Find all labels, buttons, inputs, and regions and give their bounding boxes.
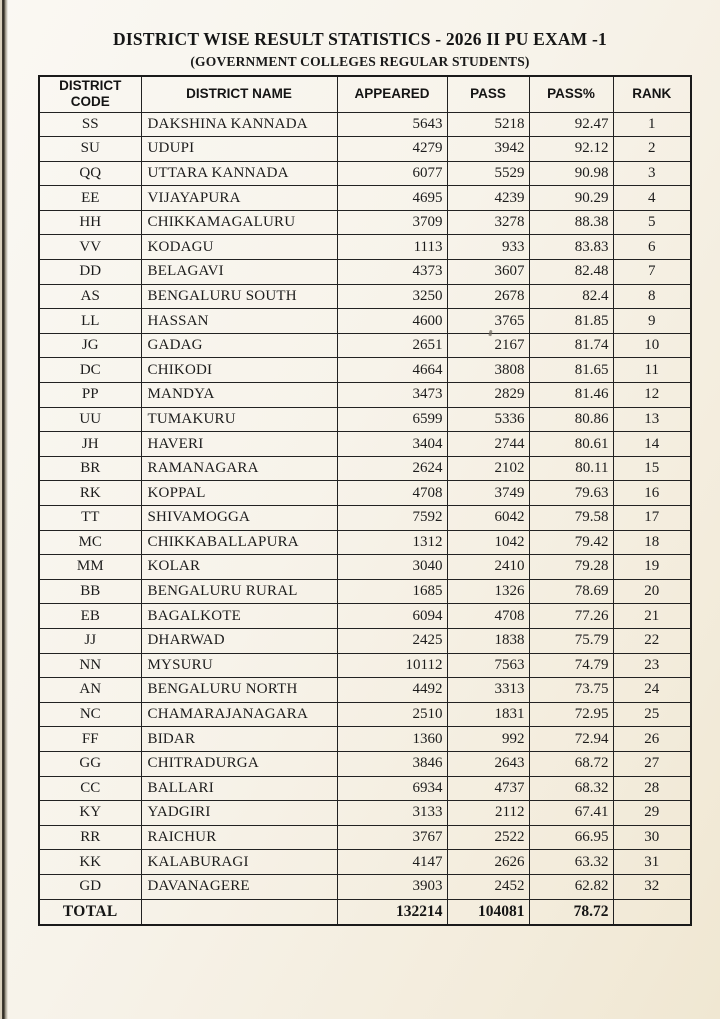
pass-cell: 1042 xyxy=(447,530,529,555)
total-rank-cell xyxy=(613,899,691,925)
district-name-cell: DAKSHINA KANNADA xyxy=(141,112,337,137)
appeared-cell: 6094 xyxy=(337,604,447,629)
pass-pct-cell: 75.79 xyxy=(529,628,613,653)
rank-cell: 7 xyxy=(613,260,691,285)
table-row xyxy=(39,333,691,358)
appeared-cell: 6077 xyxy=(337,161,447,186)
rank-cell: 13 xyxy=(613,407,691,432)
table-header xyxy=(39,76,691,112)
district-name-cell: CHIKKAMAGALURU xyxy=(141,210,337,235)
pass-pct-cell: 67.41 xyxy=(529,801,613,826)
rank-cell: 2 xyxy=(613,137,691,162)
pass-cell: 4708 xyxy=(447,604,529,629)
total-row xyxy=(39,899,691,925)
pass-pct-cell: 63.32 xyxy=(529,850,613,875)
pass-pct-cell: 90.29 xyxy=(529,186,613,211)
district-name-cell: KALABURAGI xyxy=(141,850,337,875)
appeared-cell: 3404 xyxy=(337,432,447,457)
district-code-cell: DD xyxy=(39,260,141,285)
rank-cell: 6 xyxy=(613,235,691,260)
table-row xyxy=(39,874,691,899)
table-row xyxy=(39,604,691,629)
district-name-cell: BALLARI xyxy=(141,776,337,801)
pass-cell: 2452 xyxy=(447,874,529,899)
total-appeared-cell: 132214 xyxy=(337,899,447,925)
appeared-cell: 1312 xyxy=(337,530,447,555)
table-row xyxy=(39,850,691,875)
district-name-cell: CHITRADURGA xyxy=(141,751,337,776)
pass-cell: 4737 xyxy=(447,776,529,801)
rank-cell: 1 xyxy=(613,112,691,137)
table-row xyxy=(39,383,691,408)
district-code-cell: GG xyxy=(39,751,141,776)
district-code-cell: JJ xyxy=(39,628,141,653)
appeared-cell: 5643 xyxy=(337,112,447,137)
appeared-cell: 3709 xyxy=(337,210,447,235)
appeared-cell: 4147 xyxy=(337,850,447,875)
pass-cell: 5218 xyxy=(447,112,529,137)
pass-cell: 3607 xyxy=(447,260,529,285)
district-code-cell: BR xyxy=(39,456,141,481)
pass-pct-cell: 80.61 xyxy=(529,432,613,457)
pass-cell: 2643 xyxy=(447,751,529,776)
district-code-cell: MC xyxy=(39,530,141,555)
rank-cell: 29 xyxy=(613,801,691,826)
district-name-cell: VIJAYAPURA xyxy=(141,186,337,211)
district-name-cell: KOPPAL xyxy=(141,481,337,506)
column-header-district-code: DISTRICT CODE xyxy=(39,76,141,112)
rank-cell: 26 xyxy=(613,727,691,752)
rank-cell: 10 xyxy=(613,333,691,358)
rank-cell: 5 xyxy=(613,210,691,235)
pass-cell: 2744 xyxy=(447,432,529,457)
district-code-cell: AN xyxy=(39,678,141,703)
pass-pct-cell: 92.12 xyxy=(529,137,613,162)
district-code-cell: LL xyxy=(39,309,141,334)
rank-cell: 31 xyxy=(613,850,691,875)
district-name-cell: RAMANAGARA xyxy=(141,456,337,481)
rank-cell: 30 xyxy=(613,825,691,850)
appeared-cell: 4600 xyxy=(337,309,447,334)
table-row xyxy=(39,628,691,653)
pass-cell: 2167 xyxy=(447,333,529,358)
district-name-cell: BELAGAVI xyxy=(141,260,337,285)
district-code-cell: SS xyxy=(39,112,141,137)
district-code-cell: RK xyxy=(39,481,141,506)
pass-pct-cell: 88.38 xyxy=(529,210,613,235)
table-row xyxy=(39,235,691,260)
pass-pct-cell: 73.75 xyxy=(529,678,613,703)
pass-cell: 2626 xyxy=(447,850,529,875)
district-name-cell: HASSAN xyxy=(141,309,337,334)
appeared-cell: 3846 xyxy=(337,751,447,776)
column-header-district-name: DISTRICT NAME xyxy=(141,76,337,112)
district-name-cell: BAGALKOTE xyxy=(141,604,337,629)
column-header-pass: PASS% xyxy=(529,76,613,112)
pass-cell: 3313 xyxy=(447,678,529,703)
pass-pct-cell: 72.94 xyxy=(529,727,613,752)
district-name-cell: CHIKODI xyxy=(141,358,337,383)
district-code-cell: CC xyxy=(39,776,141,801)
pass-cell: 2829 xyxy=(447,383,529,408)
district-code-cell: MM xyxy=(39,555,141,580)
pass-pct-cell: 66.95 xyxy=(529,825,613,850)
table-row xyxy=(39,432,691,457)
district-name-cell: MANDYA xyxy=(141,383,337,408)
table-row xyxy=(39,506,691,531)
pass-cell: 2522 xyxy=(447,825,529,850)
pass-cell: 3942 xyxy=(447,137,529,162)
pass-pct-cell: 80.86 xyxy=(529,407,613,432)
district-code-cell: JG xyxy=(39,333,141,358)
appeared-cell: 4664 xyxy=(337,358,447,383)
district-name-cell: CHIKKABALLAPURA xyxy=(141,530,337,555)
pass-cell: 2678 xyxy=(447,284,529,309)
district-code-cell: RR xyxy=(39,825,141,850)
pass-pct-cell: 79.42 xyxy=(529,530,613,555)
table-row xyxy=(39,186,691,211)
table-row xyxy=(39,776,691,801)
appeared-cell: 2510 xyxy=(337,702,447,727)
appeared-cell: 2624 xyxy=(337,456,447,481)
district-code-cell: VV xyxy=(39,235,141,260)
pass-cell: 3808 xyxy=(447,358,529,383)
appeared-cell: 4695 xyxy=(337,186,447,211)
table-row xyxy=(39,210,691,235)
rank-cell: 21 xyxy=(613,604,691,629)
total-label: TOTAL xyxy=(39,899,141,925)
district-code-cell: EB xyxy=(39,604,141,629)
column-header-appeared: APPEARED xyxy=(337,76,447,112)
district-name-cell: YADGIRI xyxy=(141,801,337,826)
district-code-cell: SU xyxy=(39,137,141,162)
district-name-cell: GADAG xyxy=(141,333,337,358)
table-row xyxy=(39,358,691,383)
appeared-cell: 1360 xyxy=(337,727,447,752)
district-name-cell: UDUPI xyxy=(141,137,337,162)
district-name-cell: UTTARA KANNADA xyxy=(141,161,337,186)
table-row xyxy=(39,801,691,826)
pass-cell: 1831 xyxy=(447,702,529,727)
district-name-cell: DAVANAGERE xyxy=(141,874,337,899)
district-code-cell: TT xyxy=(39,506,141,531)
district-name-cell: MYSURU xyxy=(141,653,337,678)
pass-pct-cell: 83.83 xyxy=(529,235,613,260)
rank-cell: 23 xyxy=(613,653,691,678)
district-name-cell: BENGALURU SOUTH xyxy=(141,284,337,309)
district-name-cell: DHARWAD xyxy=(141,628,337,653)
pass-cell: 1838 xyxy=(447,628,529,653)
district-code-cell: KK xyxy=(39,850,141,875)
pass-cell: 4239 xyxy=(447,186,529,211)
district-name-cell: BENGALURU NORTH xyxy=(141,678,337,703)
rank-cell: 25 xyxy=(613,702,691,727)
table-row xyxy=(39,579,691,604)
pass-pct-cell: 82.48 xyxy=(529,260,613,285)
district-code-cell: HH xyxy=(39,210,141,235)
pass-cell: 3278 xyxy=(447,210,529,235)
pass-pct-cell: 81.46 xyxy=(529,383,613,408)
rank-cell: 3 xyxy=(613,161,691,186)
column-header-pass: PASS xyxy=(447,76,529,112)
district-code-cell: AS xyxy=(39,284,141,309)
total-name-cell xyxy=(141,899,337,925)
district-code-cell: EE xyxy=(39,186,141,211)
district-code-cell: JH xyxy=(39,432,141,457)
pass-pct-cell: 72.95 xyxy=(529,702,613,727)
district-code-cell: DC xyxy=(39,358,141,383)
appeared-cell: 4373 xyxy=(337,260,447,285)
pass-pct-cell: 74.79 xyxy=(529,653,613,678)
district-name-cell: TUMAKURU xyxy=(141,407,337,432)
table-row xyxy=(39,702,691,727)
district-code-cell: NN xyxy=(39,653,141,678)
appeared-cell: 1113 xyxy=(337,235,447,260)
column-header-rank: RANK xyxy=(613,76,691,112)
table-row xyxy=(39,260,691,285)
table-footer xyxy=(39,899,691,925)
pass-pct-cell: 79.28 xyxy=(529,555,613,580)
appeared-cell: 4708 xyxy=(337,481,447,506)
pass-cell: 2112 xyxy=(447,801,529,826)
scan-edge-shadow xyxy=(0,0,8,1019)
district-name-cell: RAICHUR xyxy=(141,825,337,850)
district-name-cell: KOLAR xyxy=(141,555,337,580)
appeared-cell: 7592 xyxy=(337,506,447,531)
table-row xyxy=(39,481,691,506)
pass-pct-cell: 90.98 xyxy=(529,161,613,186)
pass-cell: 992 xyxy=(447,727,529,752)
appeared-cell: 1685 xyxy=(337,579,447,604)
pass-cell: 933 xyxy=(447,235,529,260)
district-code-cell: FF xyxy=(39,727,141,752)
rank-cell: 19 xyxy=(613,555,691,580)
appeared-cell: 6599 xyxy=(337,407,447,432)
table-row xyxy=(39,137,691,162)
pass-pct-cell: 92.47 xyxy=(529,112,613,137)
rank-cell: 8 xyxy=(613,284,691,309)
table-row xyxy=(39,678,691,703)
table-row xyxy=(39,161,691,186)
rank-cell: 9 xyxy=(613,309,691,334)
table-row xyxy=(39,555,691,580)
rank-cell: 24 xyxy=(613,678,691,703)
pass-pct-cell: 79.58 xyxy=(529,506,613,531)
appeared-cell: 3250 xyxy=(337,284,447,309)
appeared-cell: 3473 xyxy=(337,383,447,408)
pass-pct-cell: 77.26 xyxy=(529,604,613,629)
table-row xyxy=(39,530,691,555)
district-code-cell: NC xyxy=(39,702,141,727)
appeared-cell: 6934 xyxy=(337,776,447,801)
table-row xyxy=(39,456,691,481)
table-row xyxy=(39,825,691,850)
district-name-cell: KODAGU xyxy=(141,235,337,260)
pass-cell: 2102 xyxy=(447,456,529,481)
district-code-cell: PP xyxy=(39,383,141,408)
appeared-cell: 3133 xyxy=(337,801,447,826)
rank-cell: 4 xyxy=(613,186,691,211)
district-code-cell: KY xyxy=(39,801,141,826)
pass-pct-cell: 80.11 xyxy=(529,456,613,481)
rank-cell: 14 xyxy=(613,432,691,457)
table-row xyxy=(39,284,691,309)
district-name-cell: BENGALURU RURAL xyxy=(141,579,337,604)
district-code-cell: UU xyxy=(39,407,141,432)
table-row xyxy=(39,727,691,752)
table-row xyxy=(39,407,691,432)
district-name-cell: HAVERI xyxy=(141,432,337,457)
appeared-cell: 2425 xyxy=(337,628,447,653)
pass-pct-cell: 79.63 xyxy=(529,481,613,506)
rank-cell: 20 xyxy=(613,579,691,604)
pass-pct-cell: 82.4 xyxy=(529,284,613,309)
rank-cell: 18 xyxy=(613,530,691,555)
pass-pct-cell: 62.82 xyxy=(529,874,613,899)
pass-cell: 1326 xyxy=(447,579,529,604)
table-row xyxy=(39,653,691,678)
district-name-cell: SHIVAMOGGA xyxy=(141,506,337,531)
pass-cell: 3765 xyxy=(447,309,529,334)
table-header-row xyxy=(39,76,691,112)
pass-pct-cell: 81.65 xyxy=(529,358,613,383)
total-pass-pct-cell: 78.72 xyxy=(529,899,613,925)
rank-cell: 12 xyxy=(613,383,691,408)
appeared-cell: 4492 xyxy=(337,678,447,703)
appeared-cell: 3767 xyxy=(337,825,447,850)
rank-cell: 16 xyxy=(613,481,691,506)
pass-cell: 7563 xyxy=(447,653,529,678)
appeared-cell: 3040 xyxy=(337,555,447,580)
pass-cell: 2410 xyxy=(447,555,529,580)
pass-pct-cell: 78.69 xyxy=(529,579,613,604)
district-name-cell: BIDAR xyxy=(141,727,337,752)
pass-pct-cell: 81.85 xyxy=(529,309,613,334)
rank-cell: 17 xyxy=(613,506,691,531)
district-name-cell: CHAMARAJANAGARA xyxy=(141,702,337,727)
appeared-cell: 4279 xyxy=(337,137,447,162)
table-row xyxy=(39,751,691,776)
appeared-cell: 3903 xyxy=(337,874,447,899)
pass-pct-cell: 68.72 xyxy=(529,751,613,776)
appeared-cell: 10112 xyxy=(337,653,447,678)
rank-cell: 32 xyxy=(613,874,691,899)
pass-pct-cell: 68.32 xyxy=(529,776,613,801)
pass-cell: 6042 xyxy=(447,506,529,531)
pass-cell: 5529 xyxy=(447,161,529,186)
rank-cell: 11 xyxy=(613,358,691,383)
rank-cell: 15 xyxy=(613,456,691,481)
appeared-cell: 2651 xyxy=(337,333,447,358)
pass-cell: 5336 xyxy=(447,407,529,432)
table-row xyxy=(39,309,691,334)
document-subtitle: (GOVERNMENT COLLEGES REGULAR STUDENTS) xyxy=(190,54,530,69)
pass-pct-cell: 81.74 xyxy=(529,333,613,358)
table-row xyxy=(39,112,691,137)
district-results-table xyxy=(38,75,692,926)
rank-cell: 22 xyxy=(613,628,691,653)
pass-cell: 3749 xyxy=(447,481,529,506)
total-pass-cell: 104081 xyxy=(447,899,529,925)
rank-cell: 27 xyxy=(613,751,691,776)
district-code-cell: BB xyxy=(39,579,141,604)
document-title: DISTRICT WISE RESULT STATISTICS - 2026 II PU EXAM -1 xyxy=(113,29,607,49)
rank-cell: 28 xyxy=(613,776,691,801)
district-code-cell: QQ xyxy=(39,161,141,186)
district-code-cell: GD xyxy=(39,874,141,899)
table-body xyxy=(39,112,691,899)
